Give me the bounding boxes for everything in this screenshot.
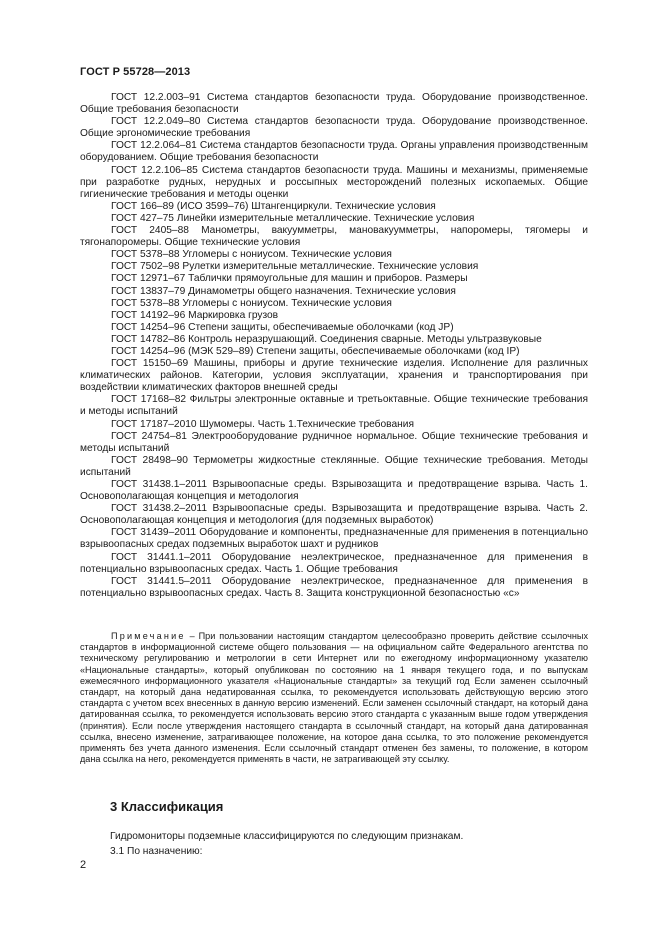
reference-item: ГОСТ 31441.1–2011 Оборудование неэлектрическое, предназначенное для применения в потенциально взрывоопасных средах. Часть 1. Общие требования (80, 551, 588, 575)
reference-item: ГОСТ 14782–86 Контроль неразрушающий. Соединения сварные. Методы ультразвуковые (111, 333, 542, 345)
reference-item: ГОСТ 15150–69 Машины, приборы и другие технические изделия. Исполнение для различных климатических районов. Категории, условия эксплуатации, хранения и транспортирования при воздействии климатических факторов внешней среды (80, 358, 588, 394)
reference-item: ГОСТ 17187–2010 Шумомеры. Часть 1.Технические требования (111, 418, 414, 430)
reference-item: ГОСТ 427–75 Линейки измерительные металлические. Технические условия (111, 212, 475, 224)
note-label: Примечание (111, 631, 186, 641)
page-number: 2 (80, 859, 87, 871)
note-text: – При пользовании настоящим стандартом целесообразно проверить действие ссылочных стандартов в информационной системе общего пользования — на официальном сайте Федерального агентства по техническому регулированию и метрологии в сети Интернет или по ежегодному информационному указателю «Национальные стандарты», который опубликован по состоянию на 1 января текущего года, и по выпускам ежемесячного информационного указателя «Национальные стандарты» за текущий год Если заменен ссылочный стандарт, на который дана недатированная ссылка, то рекомендуется использовать действующую версию этого стандарта с учетом всех внесенных в данную версию изменений. Если заменен ссылочный стандарт, на который дана датированная ссылка, то рекомендуется использовать версию этого стандарта с указанным выше годом утверждения (принятия). Если после утверждения настоящего стандарта в ссылочный стандарт, на который дана датированная ссылка, внесено изменение, затрагивающее положение, на которое дана ссылка, то это положение рекомендуется применять без учета данного изменения. Если ссылочный стандарт отменен без замены, то положение, в котором дана ссылка на него, рекомендуется применять в части, не затрагивающей эту ссылку. (80, 631, 588, 765)
section-heading: 3 Классификация (110, 799, 224, 814)
reference-item: ГОСТ 31438.2–2011 Взрывоопасные среды. Взрывозащита и предотвращение взрыва. Часть 2. Основополагающая концепция и методология (для подземных выработок) (80, 503, 588, 527)
reference-item: ГОСТ 31439–2011 Оборудование и компоненты, предназначенные для применения в потенциально взрывоопасных средах подземных выработок шахт и рудников (80, 527, 588, 551)
reference-item: ГОСТ 12.2.106–85 Система стандартов безопасности труда. Машины и механизмы, применяемые при разработке рудных, нерудных и россыпных месторождений полезных ископаемых. Общие гигиенические требования и методы оценки (80, 164, 588, 200)
reference-item: ГОСТ 14254–96 (МЭК 529–89) Степени защиты, обеспечиваемые оболочками (код IP) (111, 345, 520, 357)
reference-item: ГОСТ 12.2.049–80 Система стандартов безопасности труда. Оборудование производственное. Общие эргономические требования (80, 116, 588, 140)
reference-item: ГОСТ 5378–88 Угломеры с нониусом. Технические условия (111, 297, 392, 309)
section-body (110, 829, 588, 859)
reference-item: ГОСТ 14192–96 Маркировка грузов (111, 309, 279, 321)
reference-item: ГОСТ 2405–88 Манометры, вакуумметры, мановакуумметры, напоромеры, тягомеры и тягонапоромеры. Общие технические условия (80, 225, 588, 249)
body-paragraph: Гидромониторы подземные классифицируются по следующим признакам. (110, 831, 464, 842)
reference-item: ГОСТ 13837–79 Динамометры общего назначения. Технические условия (111, 285, 456, 297)
reference-item: ГОСТ 28498–90 Термометры жидкостные стеклянные. Общие технические требования. Методы испытаний (80, 454, 588, 478)
reference-item: ГОСТ 7502–98 Рулетки измерительные металлические. Технические условия (111, 261, 479, 273)
body-paragraph: 3.1 По назначению: (110, 846, 203, 857)
reference-item: ГОСТ 12.2.064–81 Система стандартов безопасности труда. Органы управления производственным оборудованием. Общие требования безопасности (80, 140, 588, 164)
document-header: ГОСТ Р 55728—2013 (80, 66, 191, 78)
reference-item: ГОСТ 12.2.003–91 Система стандартов безопасности труда. Оборудование производственное. Общие требования безопасности (80, 92, 588, 116)
reference-item: ГОСТ 166–89 (ИСО 3599–76) Штангенциркули. Технические условия (111, 200, 436, 212)
reference-item: ГОСТ 31441.5–2011 Оборудование неэлектрическое, предназначенное для применения в потенциально взрывоопасных средах. Часть 8. Защита конструкционной безопасностью «с» (80, 575, 588, 599)
reference-item: ГОСТ 31438.1–2011 Взрывоопасные среды. Взрывозащита и предотвращение взрыва. Часть 1. Основополагающая концепция и методология (80, 479, 588, 503)
reference-item: ГОСТ 17168–82 Фильтры электронные октавные и третьоктавные. Общие технические требования и методы испытаний (80, 394, 588, 418)
note-paragraph (80, 631, 588, 765)
reference-item: ГОСТ 12971–67 Таблички прямоугольные для машин и приборов. Размеры (111, 273, 468, 285)
reference-item: ГОСТ 5378–88 Угломеры с нониусом. Технические условия (111, 249, 392, 261)
reference-item: ГОСТ 24754–81 Электрооборудование рудничное нормальное. Общие технические требования и методы испытаний (80, 430, 588, 454)
reference-item: ГОСТ 14254–96 Степени защиты, обеспечиваемые оболочками (код JP) (111, 321, 454, 333)
normative-references-list (80, 92, 588, 600)
